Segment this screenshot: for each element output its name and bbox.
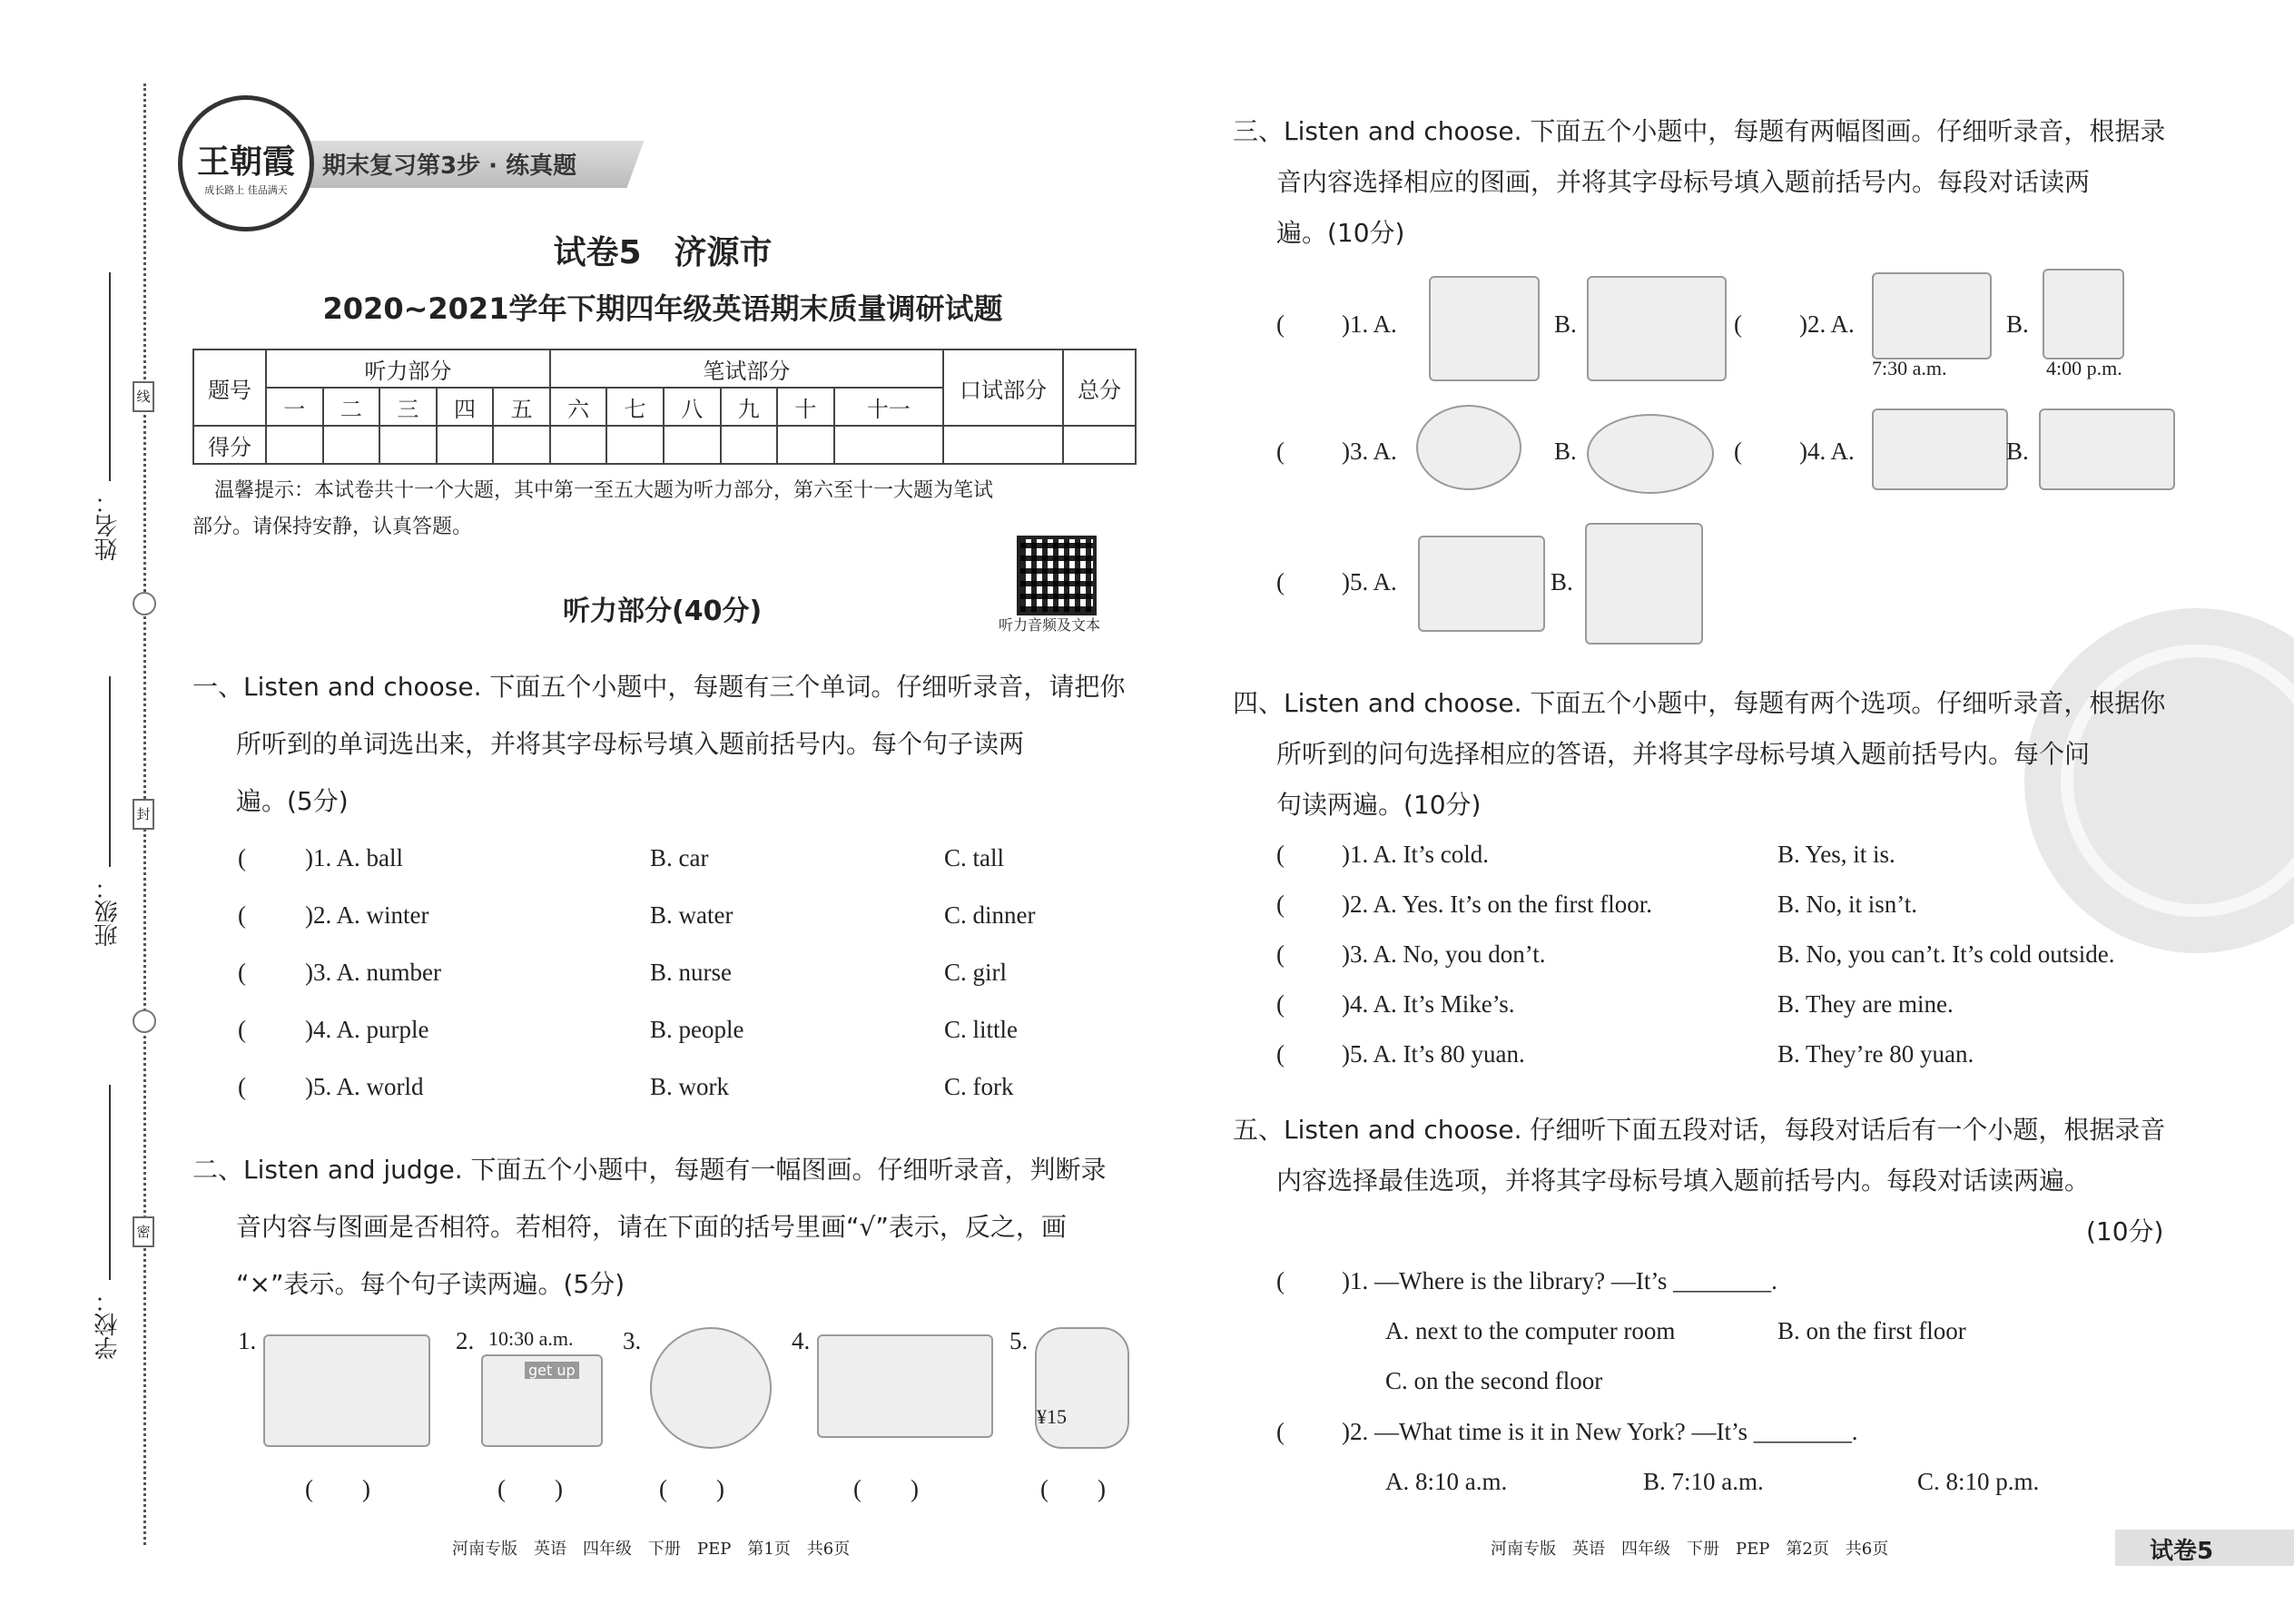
answer-bracket[interactable]: ( (238, 959, 246, 986)
picture-number: 4. (792, 1327, 811, 1354)
brand-logo-text: 王朝霞 (196, 143, 295, 181)
question-label: )4. A. (1799, 438, 1855, 465)
brand-logo (178, 95, 314, 231)
part3-instructions-2: 音内容选择相应的图画，并将其字母标号填入题前括号内。每段对话读两 (1276, 167, 2091, 197)
listening-heading: 听力部分(40分) (563, 595, 763, 627)
option-b: B. 7:10 a.m. (1643, 1468, 1764, 1495)
question-number: 三 (379, 388, 437, 426)
score-cell[interactable] (437, 426, 494, 464)
score-cell[interactable] (943, 426, 1063, 464)
class-field[interactable] (109, 676, 111, 867)
option-b: B. Yes, it is. (1777, 841, 1895, 868)
question-number: 二 (323, 388, 380, 426)
score-cell[interactable] (664, 426, 721, 464)
option-a: )1. A. ball (305, 844, 403, 871)
part2-instructions-2: 音内容与图画是否相符。若相符，请在下面的括号里画“√”表示，反之，画 (236, 1212, 1067, 1242)
option-a: )4. A. It’s Mike’s. (1342, 990, 1515, 1018)
question-text: )1. —Where is the library? —It’s ________. (1342, 1267, 1777, 1294)
part5-points: (10分) (2086, 1216, 2164, 1246)
option-b: B. work (650, 1073, 729, 1100)
option-a: )4. A. purple (305, 1016, 429, 1043)
question-label: )2. A. (1799, 310, 1855, 338)
girl-picture-a (1872, 272, 1992, 359)
tip-line-2: 部分。请保持安静，认真答题。 (192, 516, 473, 538)
question-number: 四 (437, 388, 494, 426)
world-map-picture (817, 1334, 993, 1438)
listening-header: 听力部分 (266, 349, 550, 388)
cut-mark-secret: 密 (133, 1216, 154, 1247)
option-c: C. little (944, 1016, 1018, 1043)
school-label: 学校： (94, 1289, 122, 1360)
score-table (192, 349, 1137, 465)
score-cell[interactable] (721, 426, 778, 464)
score-cell[interactable] (1063, 426, 1136, 464)
part2-instructions-3: “×”表示。每个句子读两遍。(5分) (236, 1269, 625, 1299)
picture-number: 5. (1009, 1327, 1029, 1354)
answer-bracket[interactable]: ( (1276, 891, 1285, 918)
question-number: 十 (777, 388, 834, 426)
answer-bracket[interactable]: ( (1276, 310, 1285, 338)
answer-bracket[interactable]: ( (1276, 841, 1285, 868)
option-b: B. people (650, 1016, 744, 1043)
answer-bracket[interactable]: ( (1276, 940, 1285, 968)
answer-bracket[interactable]: ( (1276, 568, 1285, 595)
answer-bracket[interactable]: ( (238, 901, 246, 929)
option-b: B. nurse (650, 959, 732, 986)
paper-tag: 试卷5 (2150, 1538, 2214, 1565)
option-b-label: B. (1554, 438, 1577, 465)
footer-right: 河南专版 英语 四年级 下册 PEP 第2页 共6页 (1491, 1540, 1889, 1559)
option-c: C. 8:10 p.m. (1917, 1468, 2040, 1495)
option-b-label: B. (2006, 310, 2029, 338)
score-cell[interactable] (550, 426, 607, 464)
row-header: 题号 (193, 349, 266, 426)
option-b: B. They are mine. (1777, 990, 1954, 1018)
question-number: 六 (550, 388, 607, 426)
option-a: A. 8:10 a.m. (1385, 1468, 1508, 1495)
option-a: )5. A. world (305, 1073, 424, 1100)
answer-bracket[interactable]: ( (238, 1073, 246, 1100)
name-field[interactable] (109, 272, 111, 481)
rainy-cloud-picture (1416, 405, 1521, 490)
option-c: C. tall (944, 844, 1004, 871)
answer-bracket[interactable]: ( (1276, 990, 1285, 1018)
time-a: 7:30 a.m. (1872, 357, 1947, 379)
children-playing-picture (1585, 523, 1703, 645)
picture-number: 3. (623, 1327, 642, 1354)
question-label: )3. A. (1342, 438, 1397, 465)
question-number: 八 (664, 388, 721, 426)
answer-bracket[interactable]: ( (1276, 1418, 1285, 1445)
answer-bracket[interactable]: ( ) (1040, 1475, 1106, 1502)
room-doorway-picture (263, 1334, 430, 1447)
option-a: )3. A. number (305, 959, 441, 986)
banner-text: 期末复习第3步 · 练真题 (322, 153, 577, 180)
part4-instructions-1: 四、Listen and choose. 下面五个小题中，每题有两个选项。仔细听录音，根据你 (1233, 688, 2166, 718)
part3-instructions-3: 遍。(10分) (1276, 218, 1405, 248)
punch-hole-icon (133, 592, 156, 615)
option-c: C. on the second floor (1385, 1367, 1603, 1394)
option-a: )2. A. Yes. It’s on the first floor. (1342, 891, 1653, 918)
family-dinner-picture (1418, 536, 1545, 632)
qr-code-icon[interactable] (1017, 536, 1097, 615)
part4-instructions-3: 句读两遍。(10分) (1276, 790, 1482, 820)
tip-line-1: 温馨提示：本试卷共十一个大题，其中第一至五大题为听力部分，第六至十一大题为笔试 (214, 479, 994, 502)
house-picture-a (1429, 276, 1540, 381)
part2-instructions-1: 二、Listen and judge. 下面五个小题中，每题有一幅图画。仔细听录音，判断录 (192, 1155, 1107, 1185)
option-a: )3. A. No, you don’t. (1342, 940, 1546, 968)
option-c: C. fork (944, 1073, 1014, 1100)
question-number: 一 (266, 388, 323, 426)
option-c: C. girl (944, 959, 1008, 986)
animals-picture-a (1872, 408, 2008, 490)
scarf-picture (1035, 1327, 1129, 1449)
question-number: 十一 (834, 388, 943, 426)
qr-caption: 听力音频及文本 (999, 616, 1101, 634)
question-number: 五 (493, 388, 550, 426)
option-b: B. water (650, 901, 733, 929)
time-label: 10:30 a.m. (488, 1327, 574, 1350)
answer-bracket[interactable]: ( ) (497, 1475, 563, 1502)
question-number: 九 (721, 388, 778, 426)
option-b: B. car (650, 844, 709, 871)
option-b: B. No, it isn’t. (1777, 891, 1918, 918)
option-b-label: B. (2006, 438, 2029, 465)
answer-bracket[interactable]: ( ) (853, 1475, 919, 1502)
board-text: get up (525, 1362, 579, 1379)
answer-bracket[interactable]: ( (238, 1016, 246, 1043)
option-b-label: B. (1554, 310, 1577, 338)
score-label: 得分 (193, 426, 266, 464)
answer-bracket[interactable]: ( (1734, 438, 1742, 465)
class-label: 班级： (94, 876, 122, 947)
part1-instructions-1: 一、Listen and choose. 下面五个小题中，每题有三个单词。仔细听录音，请把你 (192, 672, 1126, 702)
school-field[interactable] (109, 1085, 111, 1280)
sunny-cloud-picture (1587, 414, 1714, 494)
page-subtitle: 2020~2021学年下期四年级英语期末质量调研试题 (322, 291, 1003, 326)
option-a: )2. A. winter (305, 901, 429, 929)
answer-bracket[interactable]: ( ) (305, 1475, 370, 1502)
punch-hole-icon (133, 1009, 156, 1033)
part5-instructions-2: 内容选择最佳选项，并将其字母标号填入题前括号内。每段对话读两遍。 (1276, 1166, 2091, 1196)
total-header: 总分 (1063, 349, 1136, 426)
time-b: 4:00 p.m. (2046, 357, 2122, 379)
option-a: )1. A. It’s cold. (1342, 841, 1489, 868)
question-text: )2. —What time is it in New York? —It’s ________. (1342, 1418, 1858, 1445)
brand-logo-subtext: 成长路上 佳品满天 (204, 184, 288, 196)
part1-instructions-2: 所听到的单词选出来，并将其字母标号填入题前括号内。每个句子读两 (236, 729, 1025, 759)
option-b: B. They’re 80 yuan. (1777, 1040, 1974, 1068)
score-cell[interactable] (606, 426, 664, 464)
question-number: 七 (606, 388, 664, 426)
answer-bracket[interactable]: ( (1276, 1267, 1285, 1294)
writing-header: 笔试部分 (550, 349, 943, 388)
score-cell[interactable] (834, 426, 943, 464)
name-label: 姓名： (94, 490, 122, 561)
answer-bracket[interactable]: ( (1734, 310, 1742, 338)
score-cell[interactable] (323, 426, 380, 464)
oral-header: 口试部分 (943, 349, 1063, 426)
sheep-picture-b (2039, 408, 2175, 490)
score-cell[interactable] (379, 426, 437, 464)
answer-bracket[interactable]: ( (1276, 1040, 1285, 1068)
picture-number: 2. (456, 1327, 475, 1354)
part1-instructions-3: 遍。(5分) (236, 786, 349, 816)
price-label: ¥15 (1037, 1405, 1067, 1428)
picture-number: 1. (238, 1327, 257, 1354)
question-label: )1. A. (1342, 310, 1397, 338)
score-cell[interactable] (493, 426, 550, 464)
answer-bracket[interactable]: ( ) (659, 1475, 724, 1502)
option-b: B. No, you can’t. It’s cold outside. (1777, 940, 2115, 968)
option-b: B. on the first floor (1777, 1317, 1966, 1344)
footer-left: 河南专版 英语 四年级 下册 PEP 第1页 共6页 (452, 1540, 851, 1559)
part3-instructions-1: 三、Listen and choose. 下面五个小题中，每题有两幅图画。仔细听录音，根据录 (1233, 116, 2166, 146)
option-b-label: B. (1551, 568, 1573, 595)
score-cell[interactable] (266, 426, 323, 464)
option-a: )5. A. It’s 80 yuan. (1342, 1040, 1525, 1068)
answer-bracket[interactable]: ( (1276, 438, 1285, 465)
answer-bracket[interactable]: ( (238, 844, 246, 871)
part4-instructions-2: 所听到的问句选择相应的答语，并将其字母标号填入题前括号内。每个问 (1276, 739, 2091, 769)
score-cell[interactable] (777, 426, 834, 464)
rain-umbrella-picture (650, 1327, 772, 1449)
house-picture-b (1587, 276, 1727, 381)
part5-instructions-1: 五、Listen and choose. 仔细听下面五段对话，每段对话后有一个小题，根据录音 (1233, 1115, 2166, 1145)
boy-picture-b (2043, 269, 2124, 359)
page-title: 试卷5 济源市 (553, 234, 773, 271)
question-label: )5. A. (1342, 568, 1397, 595)
option-c: C. dinner (944, 901, 1036, 929)
cut-mark-line: 线 (133, 381, 154, 412)
cut-mark-seal: 封 (133, 799, 154, 830)
option-a: A. next to the computer room (1385, 1317, 1676, 1344)
